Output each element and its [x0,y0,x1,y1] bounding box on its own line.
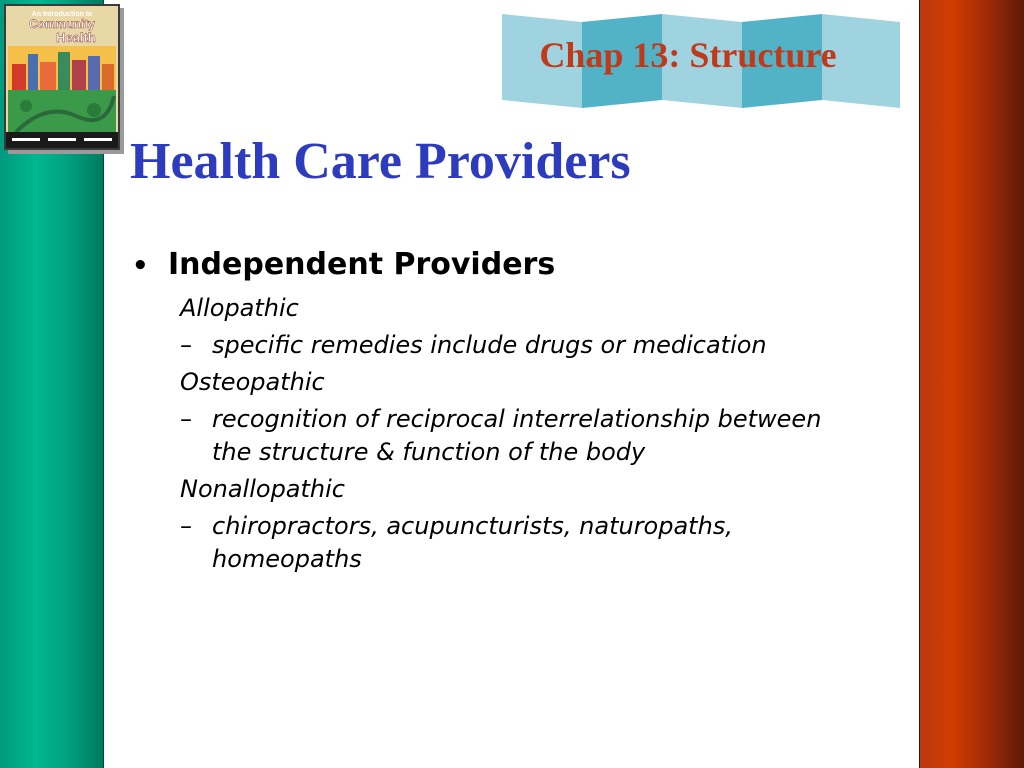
dash-icon: – [180,512,192,540]
book-line2: Community [29,17,95,31]
book-line1: An Introduction to [31,11,93,18]
sub-item-text: recognition of reciprocal interrelationship between the structure & function of the body [212,405,822,466]
sub-heading-allopathic: Allopathic [180,294,299,322]
slide-content [132,247,912,580]
bullet-label: Independent Providers [168,247,556,282]
slide-title: Health Care Providers [130,133,631,190]
sub-item [180,329,912,362]
bullet-independent-providers [132,247,912,282]
sub-heading-osteopathic: Osteopathic [180,368,325,396]
chapter-header: Chap 13: Structure [539,35,837,75]
sub-heading-nonallopathic: Nonallopathic [180,475,345,503]
book-cover-image [4,4,120,150]
sub-item [180,510,912,576]
book-line3: Health [56,30,96,45]
sub-item [180,403,912,469]
sub-item-text: specific remedies include drugs or medication [212,331,767,359]
dash-icon: – [180,405,192,433]
bullet-icon: • [132,251,149,281]
sub-list [180,292,912,576]
right-decorative-bar [919,0,1024,768]
dash-icon: – [180,331,192,359]
sub-item-text: chiropractors, acupuncturists, naturopaths, homeopaths [212,512,733,573]
